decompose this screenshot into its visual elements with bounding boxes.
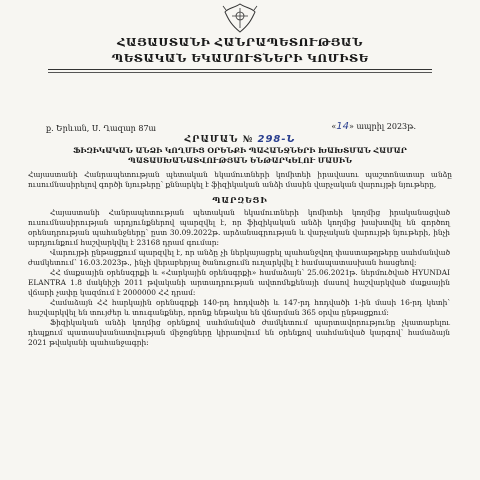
- body-paragraph: ՀՀ մաքսային օրենսգրքի և «Հարկային օրենսգրքի» համաձայն՝ 25.06.2021թ. ներմուծված HYUNDAI ELANTRA 1.8 մակնիշի 2011 թվականի արտադրության ավտոմեքենայի մասով հաշվարկված մաքսային վճարի չափը կազմում է 2000000 ՀՀ դրամ:: [28, 268, 450, 297]
- coat-of-arms-icon: [222, 2, 258, 34]
- order-label: ՀՐԱՄԱՆ №: [184, 135, 258, 145]
- date-open-quote: «: [331, 122, 337, 131]
- letterhead-line-2: ՊԵՏԱԿԱՆ ԵԿԱՄՈՒՏՆԵՐԻ ԿՈՄԻՏԵ: [111, 51, 369, 65]
- body-paragraph: Հայաստանի Հանրապետության պետական եկամուտների կոմիտեի կողմից իրականացված ուսումնասիրության արդյունքներով պարզվել է, որ ֆիզիկական անձի կողմից խախտվել են գործող օրենսդրության պահանջները՝ ըստ 30.09.2022թ. արձանագրության և վարչական վարույթի նյութերի, ինչի արդյունքում հաշվարկվել է 23168 դրամ գումար:: [28, 208, 450, 247]
- letterhead-line-1: ՀԱՅԱՍՏԱՆԻ ՀԱՆՐԱՊԵՏՈՒԹՅԱՆ: [117, 35, 363, 49]
- issue-date: [331, 121, 416, 132]
- header-divider: [48, 69, 432, 70]
- body-paragraph: Համաձայն ՀՀ հարկային օրենսգրքի 140-րդ հոդվածի և 147-րդ հոդվածի 1-ին մասի 16-րդ կետի՝ հաշվարկվել են տույժեր և տուգանքներ, որոնք ենթակա են վճարման 365 օրվա ընթացքում:: [28, 298, 450, 317]
- order-number-handwritten: 298-Ն: [257, 134, 296, 145]
- order-title: [0, 134, 480, 145]
- body-paragraph: Վարույթի ընթացքում պարզվել է, որ անձը չի ներկայացրել պահանջվող փաստաթղթերը սահմանված ժամկետում՝ 16.03.2023թ., ինչի վերաբերյալ ծանուցումն ուղարկվել է համապատասխան հասցեով:: [28, 248, 450, 267]
- order-lede: Հայաստանի Հանրապետության պետական եկամուտների կոմիտեի իրավասու պաշտոնատար անձը ուսումնասիրելով գործի նյութերը՝ քննարկել է ֆիզիկական անձի մասին վարչական վարույթի նյութերը,: [28, 170, 452, 189]
- order-subject: ՖԻԶԻԿԱԿԱՆ ԱՆՁԻ ԿՈՂՄԻՑ ՕՐԵՆՔԻ ՊԱՀԱՆՋՆԵՐԻ ԽԱԽՏՄԱՆ ՀԱՄԱՐ ՊԱՏԱՍԽԱՆԱՏՎՈՒԹՅԱՆ ԵՆԹԱՐԿԵԼՈՒ ՄԱՍԻՆ: [73, 146, 407, 165]
- section-title: ՊԱՐԶԵՑԻ: [212, 195, 268, 205]
- body-paragraph: Ֆիզիկական անձի կողմից օրենքով սահմանված ժամկետում պարտավորությունը չկատարելու դեպքում պատասխանատվության միջոցները կիրառվում են օրենքով սահմանված կարգով՝ համաձայն 2021 թվականի պահանջագրի:: [28, 318, 450, 347]
- letterhead: [0, 34, 480, 66]
- date-day-handwritten: 14: [336, 121, 349, 132]
- document-body: [28, 208, 450, 348]
- date-month-year: » ապրիլ 2023թ.: [349, 122, 416, 131]
- issue-place: ք. Երևան, Ս. Ղազար 87ա: [46, 124, 157, 133]
- header-divider-thin: [48, 72, 432, 73]
